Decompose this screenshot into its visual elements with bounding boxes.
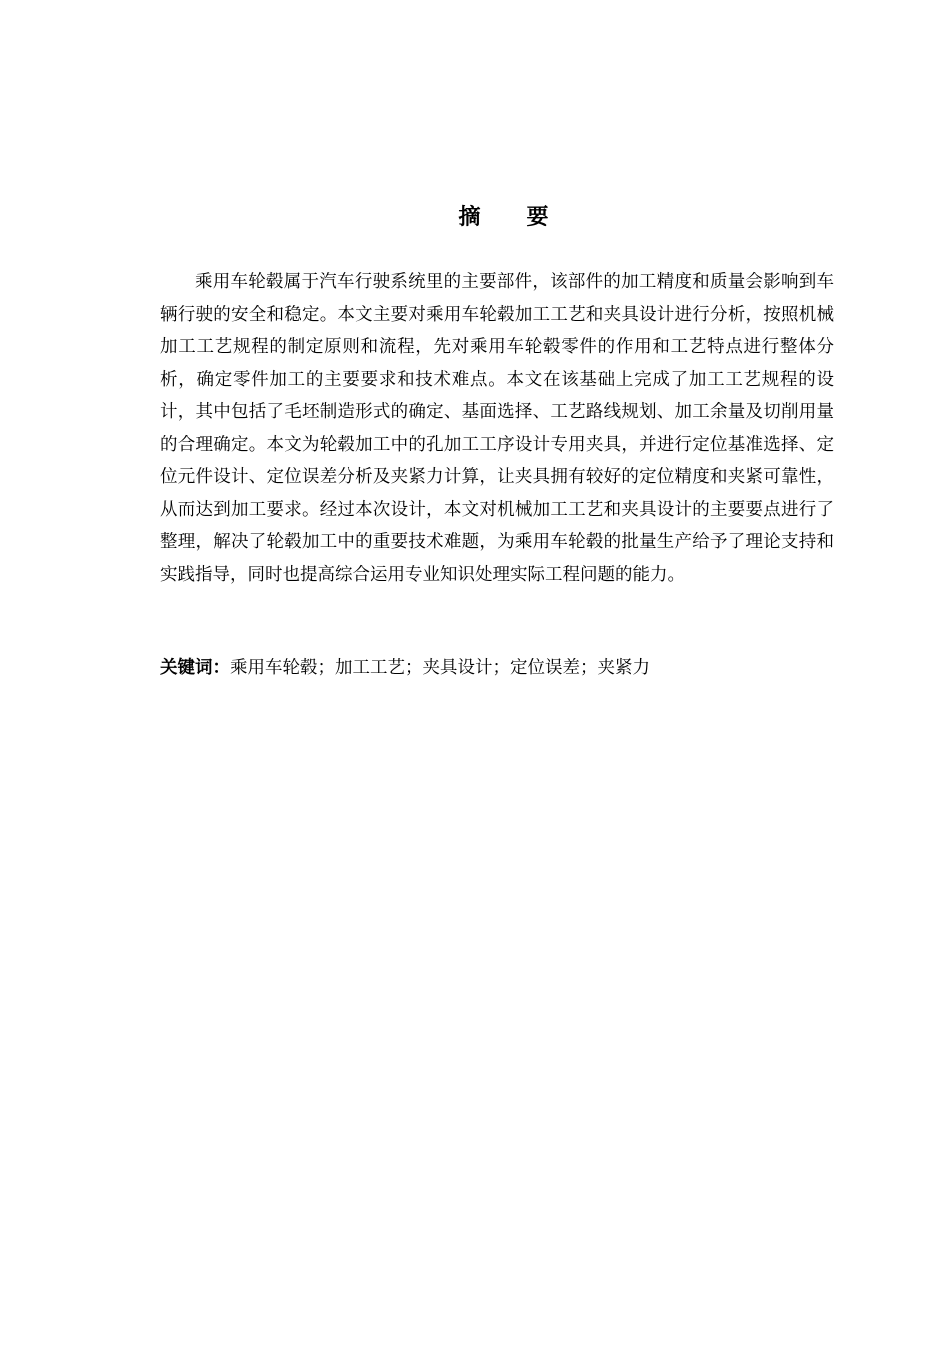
abstract-title: [0, 202, 950, 234]
abstract-paragraph: 乘用车轮毂属于汽车行驶系统里的主要部件，该部件的加工精度和质量会影响到车辆行驶的安全和稳定。本文主要对乘用车轮毂加工工艺和夹具设计进行分析，按照机械加工工艺规程的制定原则和流程，先对乘用车轮毂零件的作用和工艺特点进行整体分析，确定零件加工的主要要求和技术难点。本文在该基础上完成了加工工艺规程的设计，其中包括了毛坯制造形式的确定、基面选择、工艺路线规划、加工余量及切削用量的合理确定。本文为轮毂加工中的孔加工工序设计专用夹具，并进行定位基准选择、定位元件设计、定位误差分析及夹紧力计算，让夹具拥有较好的定位精度和夹紧可靠性，从而达到加工要求。经过本次设计，本文对机械加工工艺和夹具设计的主要要点进行了整理，解决了轮毂加工中的重要技术难题，为乘用车轮毂的批量生产给予了理论支持和实践指导，同时也提高综合运用专业知识处理实际工程问题的能力。: [160, 272, 834, 585]
title-char-1: 摘: [458, 205, 481, 230]
keywords-label: 关键词：: [160, 658, 230, 678]
keywords-text: 乘用车轮毂；加工工艺；夹具设计；定位误差；夹紧力: [230, 658, 650, 678]
title-char-2: 要: [526, 205, 549, 230]
keywords-line: [160, 652, 834, 684]
